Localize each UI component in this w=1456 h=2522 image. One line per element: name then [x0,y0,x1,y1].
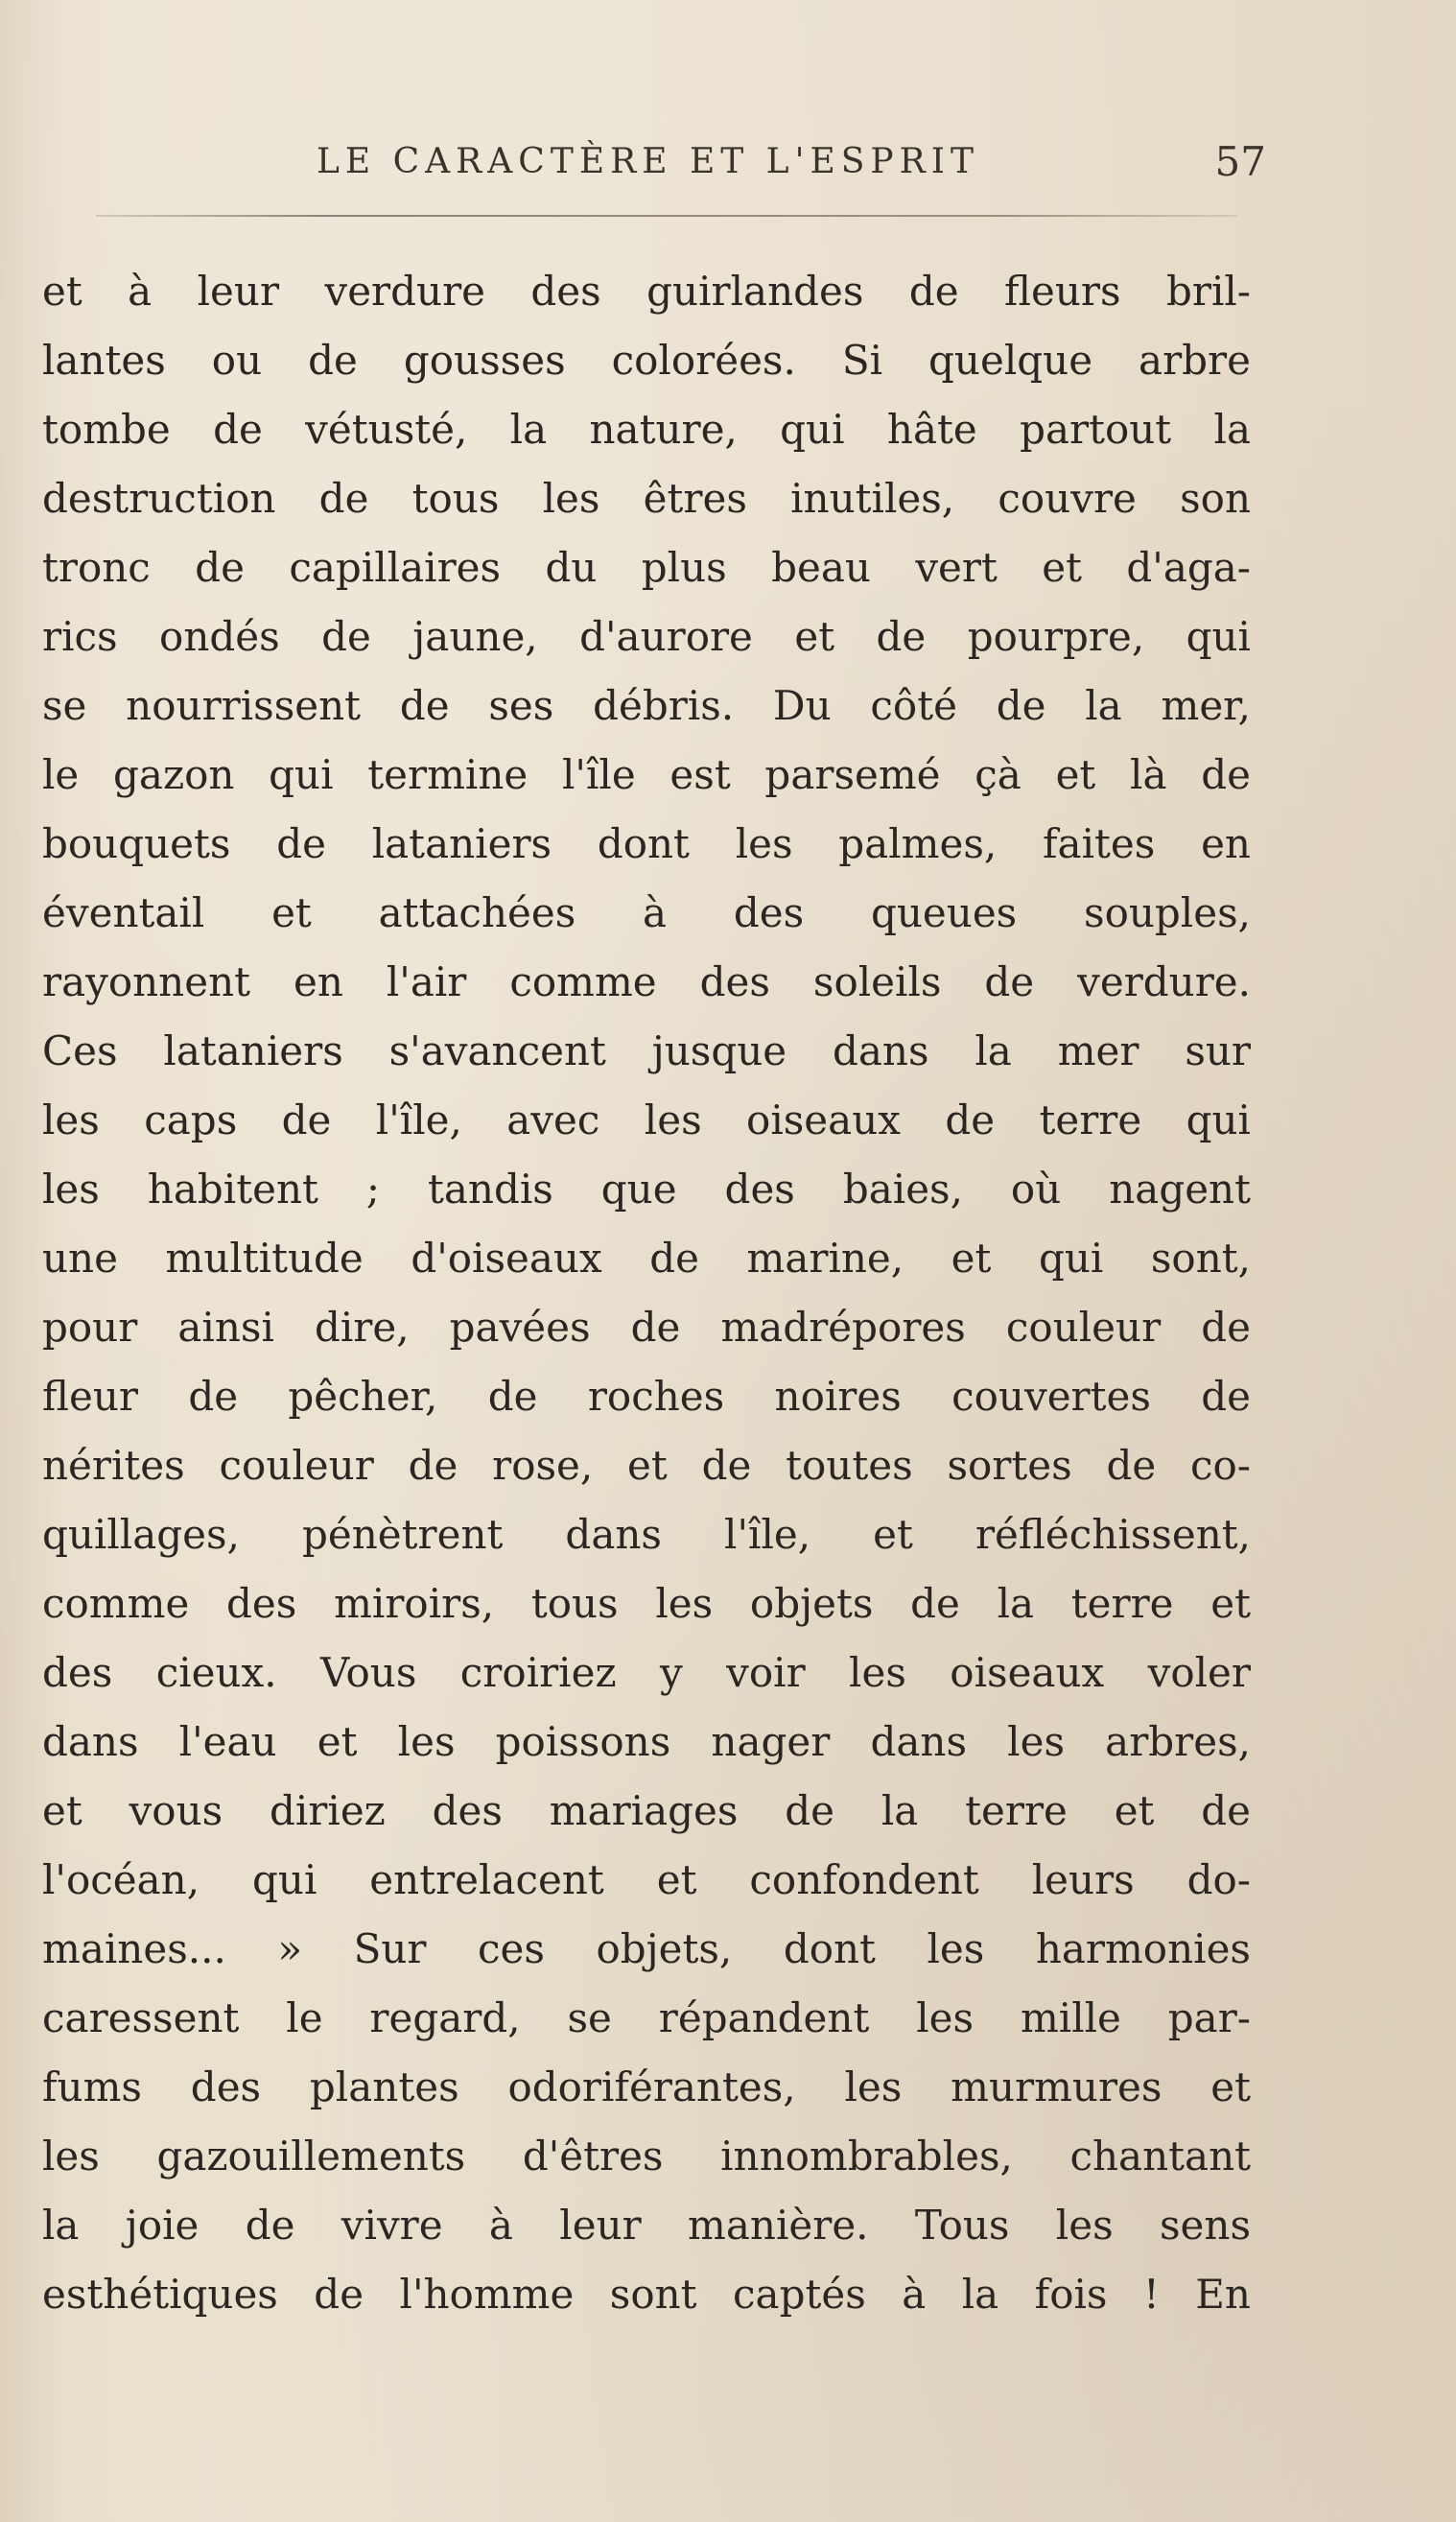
text-line: se nourrissent de ses débris. Du côté de la mer, [42,682,1251,729]
running-title: LE CARACTÈRE ET L'ESPRIT [317,142,979,181]
text-line: l'océan, qui entrelacent et confondent leurs do- [42,1856,1251,1903]
text-line: lantes ou de gousses colorées. Si quelque arbre [42,337,1251,384]
text-line: et vous diriez des mariages de la terre et de [42,1787,1251,1834]
text-line: maines... » Sur ces objets, dont les harmonies [42,1925,1251,1972]
text-line: destruction de tous les êtres inutiles, couvre son [42,475,1251,522]
text-line: dans l'eau et les poissons nager dans les arbres, [42,1718,1251,1765]
text-line: la joie de vivre à leur manière. Tous les sens [42,2202,1251,2249]
text-line: rayonnent en l'air comme des soleils de verdure. [42,958,1251,1005]
text-line: quillages, pénètrent dans l'île, et réfléchissent, [42,1511,1251,1558]
text-line: comme des miroirs, tous les objets de la terre et [42,1580,1251,1627]
text-line: fums des plantes odoriférantes, les murmures et [42,2063,1251,2110]
text-line: esthétiques de l'homme sont captés à la fois ! En [42,2271,1251,2318]
header-rule [96,215,1237,217]
text-line: le gazon qui termine l'île est parsemé çà et là de [42,751,1251,798]
text-line: et à leur verdure des guirlandes de fleurs bril- [42,268,1251,315]
text-line: bouquets de lataniers dont les palmes, faites en [42,820,1251,867]
text-line: des cieux. Vous croiriez y voir les oiseaux voler [42,1649,1251,1696]
text-line: les gazouillements d'êtres innombrables, chantant [42,2133,1251,2180]
text-line: Ces lataniers s'avancent jusque dans la mer sur [42,1027,1251,1074]
text-line: tombe de vétusté, la nature, qui hâte partout la [42,406,1251,453]
page-number: 57 [1214,138,1266,185]
page-header [317,138,1266,200]
text-line: caressent le regard, se répandent les mille par- [42,1994,1251,2041]
text-line: les habitent ; tandis que des baies, où nagent [42,1166,1251,1213]
body-text [42,257,1251,2329]
text-line: une multitude d'oiseaux de marine, et qui sont, [42,1235,1251,1282]
text-line: rics ondés de jaune, d'aurore et de pourpre, qui [42,613,1251,660]
text-line: tronc de capillaires du plus beau vert et d'aga- [42,544,1251,591]
text-line: nérites couleur de rose, et de toutes sortes de co- [42,1442,1251,1489]
text-line: fleur de pêcher, de roches noires couvertes de [42,1373,1251,1420]
text-line: les caps de l'île, avec les oiseaux de terre qui [42,1096,1251,1143]
text-line: éventail et attachées à des queues souples, [42,889,1251,936]
text-line: pour ainsi dire, pavées de madrépores couleur de [42,1304,1251,1351]
